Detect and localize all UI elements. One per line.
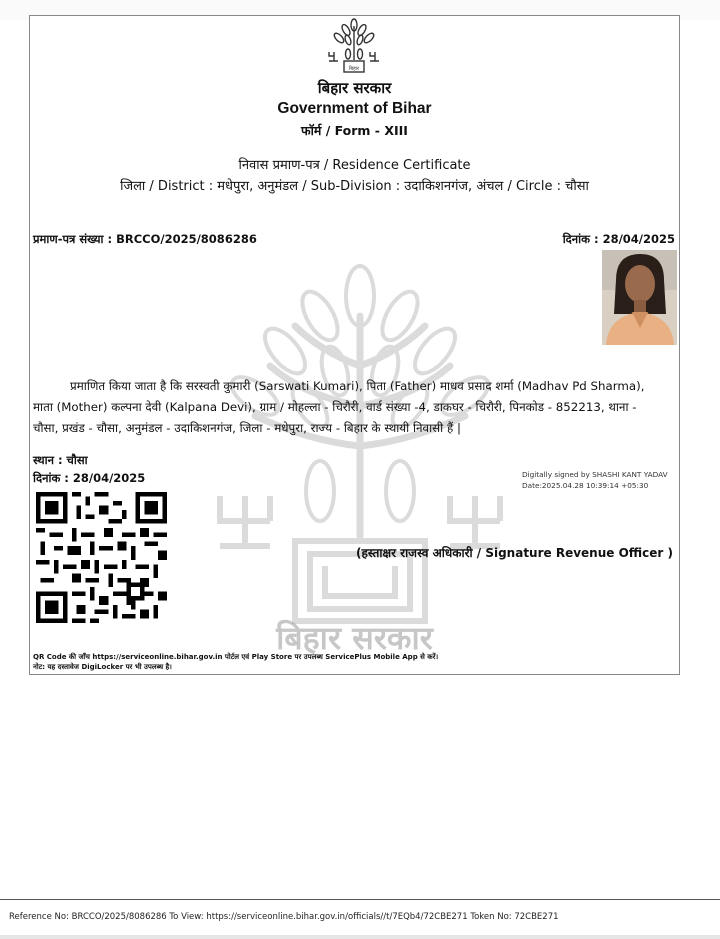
body-line-1: प्रमाणित किया जाता है कि सरस्वती कुमारी (Sarswati Kumari), पिता (Father) माधव प्रसाद शर्मा (Madhav Pd Sharma), <box>70 379 645 393</box>
form-number: फॉर्म / Form - XIII <box>301 123 408 138</box>
body-line-2: माता (Mother) कल्पना देवी (Kalpana Devi), ग्राम / मोहल्ला - चिरौरी, वार्ड संख्या -4, डाकघर - चिरौरी, पिनकोड - 852213, थाना - <box>33 400 637 414</box>
digital-signature-date: Date:2025.04.28 10:39:14 +05:30 <box>522 481 649 490</box>
reference-bar <box>0 899 720 939</box>
issue-place: स्थान : चौसा <box>33 453 88 467</box>
certificate-date: दिनांक : 28/04/2025 <box>562 232 675 246</box>
bottom-strip <box>0 935 720 939</box>
digital-signature-name: Digitally signed by SHASHI KANT YADAV <box>522 470 668 479</box>
footer-notes <box>33 652 438 672</box>
reference-text: Reference No: BRCCO/2025/8086286 To View: https://serviceonline.bihar.gov.in/officials//t/7EQb4/72CBE271 Token No: 72CBE271 <box>9 912 559 922</box>
body-line-3: चौसा, प्रखंड - चौसा, अनुमंडल - उदाकिशनगंज, जिला - मधेपुरा, राज्य - बिहार के स्थायी निवासी हैं | <box>33 421 461 435</box>
certificate-body <box>33 376 678 439</box>
title-government-of-bihar: Government of Bihar <box>277 100 432 117</box>
applicant-photo <box>602 250 677 345</box>
watermark-text: बिहार सरकार <box>276 619 433 657</box>
title-hindi: बिहार सरकार <box>317 79 392 97</box>
bihar-emblem-icon <box>326 18 382 76</box>
digital-signature <box>522 469 668 491</box>
bodhi-tree-watermark-icon <box>210 256 510 661</box>
emblem-label: बिहार <box>348 66 360 72</box>
qr-verification-note: QR Code की जाँच https://serviceonline.bihar.gov.in पोर्टल एवं Play Store पर उपलब्ध ServicePlus Mobile App से करें। <box>33 653 439 661</box>
district-line: जिला / District : मधेपुरा, अनुमंडल / Sub-Division : उदाकिशनगंज, अंचल / Circle : चौसा <box>120 179 589 194</box>
residence-certificate <box>29 15 680 675</box>
qr-code-icon[interactable] <box>36 492 167 623</box>
issue-date: दिनांक : 28/04/2025 <box>33 471 146 485</box>
certificate-title: निवास प्रमाण-पत्र / Residence Certificate <box>238 158 471 173</box>
digilocker-note: नोट: यह दस्तावेज DigiLocker पर भी उपलब्ध है। <box>33 663 172 671</box>
certificate-number: प्रमाण-पत्र संख्या : BRCCO/2025/8086286 <box>33 232 257 246</box>
signature-label: (हस्ताक्षर राजस्व अधिकारी / Signature Revenue Officer ) <box>356 546 673 560</box>
